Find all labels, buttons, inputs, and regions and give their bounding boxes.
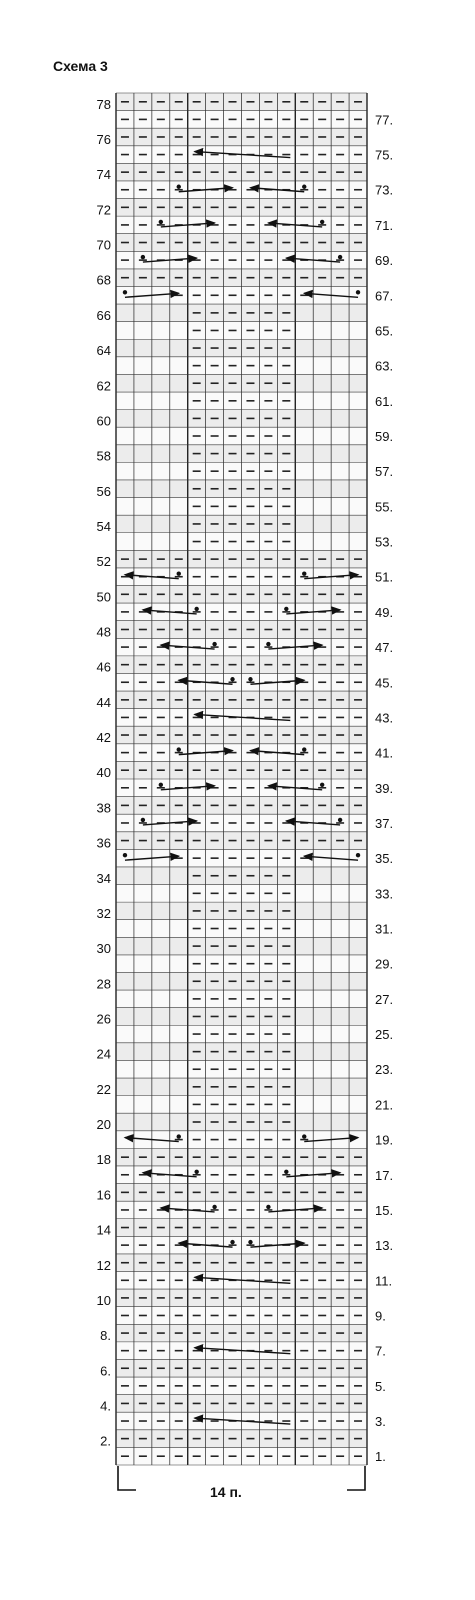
dot-symbol	[123, 290, 127, 294]
row-number-right: 49.	[375, 604, 394, 620]
row-number-left: 30	[96, 941, 111, 957]
row-number-right: 67.	[375, 288, 394, 304]
row-number-left: 76	[96, 132, 111, 148]
row-number-right: 35.	[375, 851, 394, 867]
dot-symbol	[194, 607, 198, 611]
row-number-right: 63.	[375, 358, 394, 374]
row-number-left: 26	[96, 1011, 111, 1027]
dot-symbol	[302, 572, 306, 576]
row-number-right: 21.	[375, 1097, 394, 1113]
dot-symbol	[212, 1205, 216, 1209]
dot-symbol	[302, 747, 306, 751]
row-number-right: 45.	[375, 675, 394, 691]
dot-symbol	[266, 1205, 270, 1209]
row-number-left: 72	[96, 202, 111, 218]
row-number-left: 36	[96, 835, 111, 851]
row-number-left: 70	[96, 237, 111, 253]
row-number-right: 17.	[375, 1167, 394, 1183]
row-number-right: 71.	[375, 217, 394, 233]
dot-symbol	[338, 818, 342, 822]
dot-symbol	[159, 783, 163, 787]
dot-symbol	[141, 818, 145, 822]
row-number-left: 56	[96, 483, 111, 499]
row-number-right: 43.	[375, 710, 394, 726]
row-number-left: 62	[96, 378, 111, 394]
row-number-right: 37.	[375, 815, 394, 831]
row-number-left: 38	[96, 800, 111, 816]
row-number-right: 1.	[375, 1449, 386, 1465]
row-number-right: 53.	[375, 534, 394, 550]
row-number-left: 74	[96, 167, 111, 183]
row-number-right: 73.	[375, 182, 394, 198]
row-number-left: 4.	[100, 1398, 111, 1414]
dot-symbol	[320, 220, 324, 224]
dot-symbol	[266, 642, 270, 646]
row-number-left: 48	[96, 624, 111, 640]
row-numbers-left	[97, 97, 111, 1449]
chart-title: Схема 3	[53, 58, 108, 74]
row-number-left: 40	[96, 765, 111, 781]
row-number-left: 68	[96, 272, 111, 288]
dot-symbol	[212, 642, 216, 646]
row-number-right: 7.	[375, 1343, 386, 1359]
row-number-right: 65.	[375, 323, 394, 339]
row-number-right: 9.	[375, 1308, 386, 1324]
row-number-left: 64	[96, 343, 111, 359]
bracket-right	[347, 1466, 365, 1490]
row-number-left: 28	[96, 976, 111, 992]
dot-symbol	[248, 677, 252, 681]
dot-symbol	[230, 677, 234, 681]
row-number-right: 39.	[375, 780, 394, 796]
dot-symbol	[356, 853, 360, 857]
dot-symbol	[320, 783, 324, 787]
bracket-left	[118, 1466, 136, 1490]
row-number-right: 57.	[375, 464, 394, 480]
row-number-right: 61.	[375, 393, 394, 409]
row-number-left: 2.	[100, 1433, 111, 1449]
row-number-left: 60	[96, 413, 111, 429]
row-number-right: 47.	[375, 640, 394, 656]
dot-symbol	[338, 255, 342, 259]
dot-symbol	[141, 255, 145, 259]
dot-symbol	[230, 1240, 234, 1244]
row-number-left: 34	[96, 870, 111, 886]
row-number-left: 58	[96, 448, 111, 464]
row-number-right: 23.	[375, 1062, 394, 1078]
row-number-right: 27.	[375, 991, 394, 1007]
dot-symbol	[159, 220, 163, 224]
row-number-right: 11.	[375, 1273, 393, 1289]
dot-symbol	[284, 1170, 288, 1174]
row-number-left: 32	[96, 905, 111, 921]
row-number-right: 25.	[375, 1027, 394, 1043]
row-number-left: 24	[96, 1046, 111, 1062]
dot-symbol	[177, 572, 181, 576]
dot-symbol	[177, 747, 181, 751]
row-number-left: 46	[96, 659, 111, 675]
dot-symbol	[302, 185, 306, 189]
row-number-right: 3.	[375, 1414, 386, 1430]
dot-symbol	[284, 607, 288, 611]
dot-symbol	[194, 1170, 198, 1174]
row-number-left: 44	[96, 694, 111, 710]
row-number-left: 78	[96, 96, 111, 112]
row-number-right: 13.	[375, 1238, 394, 1254]
row-numbers-right	[375, 112, 393, 1464]
row-number-left: 12	[96, 1257, 111, 1273]
row-number-left: 54	[96, 518, 111, 534]
row-number-right: 41.	[375, 745, 394, 761]
row-number-left: 42	[96, 730, 111, 746]
row-number-right: 75.	[375, 147, 394, 163]
row-number-left: 66	[96, 307, 111, 323]
stitch-count-label: 14 п.	[210, 1484, 242, 1500]
dot-symbol	[177, 1134, 181, 1138]
row-number-right: 19.	[375, 1132, 394, 1148]
row-number-right: 5.	[375, 1378, 386, 1394]
row-number-left: 52	[96, 554, 111, 570]
row-number-right: 51.	[375, 569, 394, 585]
row-number-right: 77.	[375, 112, 394, 128]
row-number-right: 33.	[375, 886, 394, 902]
row-number-left: 14	[96, 1222, 111, 1238]
row-number-left: 6.	[100, 1363, 111, 1379]
dot-symbol	[302, 1134, 306, 1138]
row-number-right: 31.	[375, 921, 394, 937]
row-number-left: 10	[96, 1292, 111, 1308]
row-number-right: 29.	[375, 956, 394, 972]
row-number-left: 18	[96, 1152, 111, 1168]
row-number-left: 22	[96, 1081, 111, 1097]
row-number-right: 15.	[375, 1202, 394, 1218]
row-number-left: 16	[96, 1187, 111, 1203]
dot-symbol	[248, 1240, 252, 1244]
row-number-left: 50	[96, 589, 111, 605]
row-number-right: 59.	[375, 429, 394, 444]
row-number-right: 55.	[375, 499, 394, 515]
row-number-right: 69.	[375, 253, 394, 269]
dot-symbol	[356, 290, 360, 294]
row-number-left: 8.	[100, 1328, 111, 1344]
dot-symbol	[123, 853, 127, 857]
row-number-left: 20	[96, 1117, 111, 1133]
dot-symbol	[177, 185, 181, 189]
